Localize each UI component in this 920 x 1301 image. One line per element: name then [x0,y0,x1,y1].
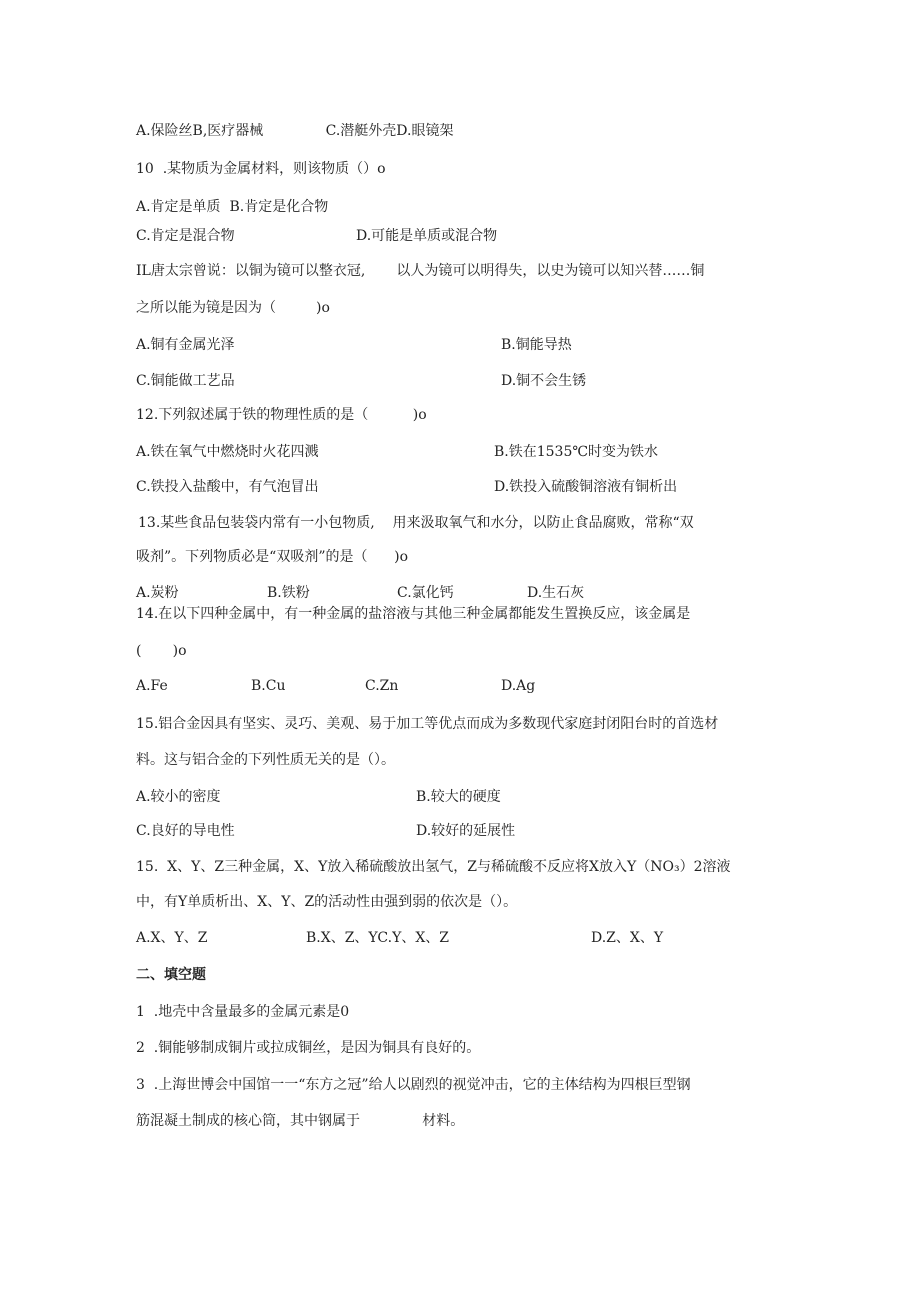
q14-option-c: C.Zn [365,678,399,694]
q13-option-a: A.炭粉 [136,585,179,601]
q14-option-a: A.Fe [136,678,168,694]
q12-stem: 12.下列叙述属于铁的物理性质的是（ )o [136,407,427,423]
q15a-stem-line2: 料。这与铝合金的下列性质无关的是（）。 [136,752,395,768]
q13-option-d: D.生石灰 [527,585,585,601]
q15b-option-bc: B.X、Z、YC.Y、X、Z [306,930,450,946]
q12-option-b: B.铁在1535℃时变为铁水 [494,444,659,460]
q12-option-a: A.铁在氧气中燃烧时火花四溅 [136,444,319,460]
q10-option-d: D.可能是单质或混合物 [356,228,498,244]
q12-option-c: C.铁投入盐酸中，有气泡冒出 [136,479,319,495]
q9-options-line: A.保险丝B,医疗器械 C.潜艇外壳D.眼镜架 [136,123,454,139]
q15a-option-a: A.较小的密度 [136,789,221,805]
section2-item1: 1 .地壳中含量最多的金属元素是0 [136,1004,350,1020]
q13-option-b: B.铁粉 [267,585,310,601]
section2-title: 二、填空题 [136,967,206,983]
q13-option-c: C.氯化钙 [397,585,454,601]
q11-stem-line1: IL唐太宗曾说：以铜为镜可以整衣冠, 以人为镜可以明得失，以史为镜可以知兴替……铜 [136,263,705,279]
section2-item3-line2: 筋混凝土制成的核心筒，其中钢属于 材料。 [136,1113,465,1129]
q14-option-b: B.Cu [251,678,286,694]
q13-stem-line2: 吸剂”。下列物质必是“双吸剂”的是（ )o [136,549,409,565]
q11-option-d: D.铜不会生锈 [501,373,587,389]
q10-stem: 10 .某物质为金属材料，则该物质（）o [136,161,386,177]
q14-option-d: D.Ag [501,678,536,694]
section2-item2: 2 .铜能够制成铜片或拉成铜丝，是因为铜具有良好的。 [136,1040,481,1056]
q11-stem-line2: 之所以能为镜是因为（ )o [136,300,330,316]
q11-option-a: A.铜有金属光泽 [136,337,235,353]
q15a-option-b: B.较大的硬度 [416,789,501,805]
q14-stem-line2: ( )o [136,643,187,659]
q15b-stem-line1: 15. X、Y、Z三种金属，X、Y放入稀硫酸放出氢气，Z与稀硫酸不反应将X放入Y（NO₃）2溶液 [136,859,731,875]
q15a-option-d: D.较好的延展性 [416,823,516,839]
q15b-option-a: A.X、Y、Z [136,930,208,946]
q10-option-c: C.肯定是混合物 [136,228,235,244]
q15a-option-c: C.良好的导电性 [136,823,235,839]
q15b-option-d: D.Z、X、Y [591,930,664,946]
q15b-stem-line2: 中，有Y单质析出、X、Y、Z的活动性由强到弱的依次是（）。 [136,894,518,910]
q15a-stem-line1: 15.铝合金因具有坚实、灵巧、美观、易于加工等优点而成为多数现代家庭封闭阳台时的首选材 [136,716,719,732]
q11-option-c: C.铜能做工艺品 [136,373,235,389]
q10-option-ab: A.肯定是单质 B.肯定是化合物 [136,199,329,215]
q13-stem-line1: 13.某些食品包装袋内常有一小包物质, 用来汲取氧气和水分，以防止食品腐败，常称“双 [138,515,694,531]
q14-stem-line1: 14.在以下四种金属中，有一种金属的盐溶液与其他三种金属都能发生置换反应，该金属是 [136,606,691,622]
section2-item3-line1: 3 .上海世博会中国馆一一“东方之冠”给人以剧烈的视觉冲击，它的主体结构为四根巨型钢 [136,1077,691,1093]
q12-option-d: D.铁投入硫酸铜溶液有铜析出 [494,479,678,495]
q11-option-b: B.铜能导热 [501,337,572,353]
